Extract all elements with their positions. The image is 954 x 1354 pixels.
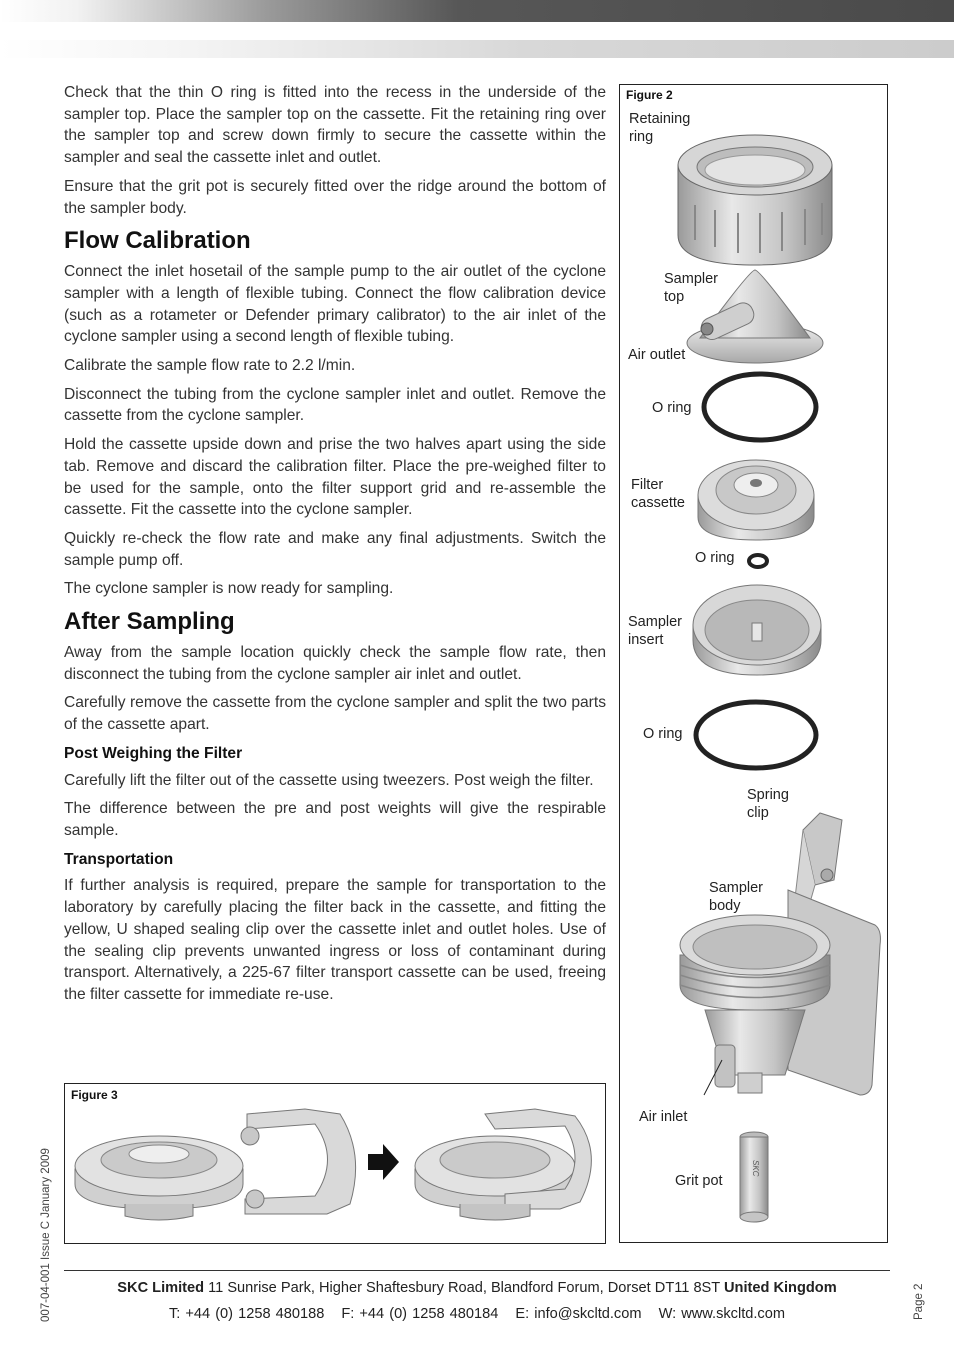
footer-contacts — [64, 1306, 890, 1322]
address-text: 11 Sunrise Park, Higher Shaftesbury Road, Blandford Forum, Dorset DT11 8ST — [204, 1280, 724, 1296]
footer-address — [64, 1280, 890, 1296]
fax-number: F: +44 (0) 1258 480184 — [341, 1306, 499, 1322]
retaining-ring-part — [678, 135, 832, 265]
heading-flow-calibration: Flow Calibration — [64, 227, 251, 255]
sealing-clip-diagram — [65, 1084, 605, 1243]
label-retaining-ring: Retaining ring — [629, 111, 691, 145]
text-column — [64, 82, 606, 1013]
paragraph: Ensure that the grit pot is securely fitted over the ridge around the bottom of the sampler body. — [64, 177, 606, 217]
sampler-body-part — [680, 890, 880, 1095]
subheading-transportation: Transportation — [64, 850, 174, 868]
label-grit-pot: Grit pot — [675, 1173, 723, 1189]
o-ring-1-part — [704, 374, 816, 440]
paragraph: Connect the inlet hosetail of the sample pump to the air outlet of the cyclone sampler with a length of flexible tubing. Connect the flow calibration device (such as a rotameter or Defender primary calibrator) to the air inlet of the cyclone sampler using a second length of flexible tubing. — [64, 263, 606, 346]
sampler-insert-part — [693, 585, 821, 675]
label-spring-clip: Spring clip — [747, 787, 789, 821]
subheading-post-weighing: Post Weighing the Filter — [64, 744, 243, 762]
o-ring-2-part — [749, 555, 767, 567]
figure-2 — [619, 84, 888, 1243]
phone-number: T: +44 (0) 1258 480188 — [168, 1306, 325, 1322]
paragraph: The difference between the pre and post weights will give the respirable sample. — [64, 800, 606, 839]
footer-rule — [64, 1270, 890, 1271]
company-name: SKC Limited — [117, 1280, 205, 1296]
website-url[interactable]: W: www.skcltd.com — [658, 1306, 785, 1322]
paragraph: Carefully lift the filter out of the cassette using tweezers. Post weigh the filter. — [64, 771, 594, 789]
paragraph: Disconnect the tubing from the cyclone sampler inlet and outlet. Remove the cassette from the cyclone sampler. — [64, 385, 606, 425]
header-light-bar — [0, 40, 954, 58]
label-o-ring-3: O ring — [643, 726, 683, 742]
label-o-ring-2: O ring — [695, 550, 735, 566]
filter-cassette-part — [698, 460, 814, 540]
paragraph: Calibrate the sample flow rate to 2.2 l/min. — [64, 357, 356, 375]
paragraph: Check that the thin O ring is fitted into the recess in the underside of the sampler top. Place the sampler top on the cassette. Fit the retaining ring over the sampler top and screw down firmly to secure the cassette within the sampler and seal the cassette inlet and outlet. — [64, 84, 606, 167]
label-o-ring-1: O ring — [652, 400, 692, 416]
cassette-right-with-clip — [415, 1109, 591, 1220]
figure-3 — [64, 1083, 606, 1244]
exploded-diagram — [620, 85, 889, 1244]
email-address[interactable]: E: info@skcltd.com — [515, 1306, 642, 1322]
paragraph: Carefully remove the cassette from the cyclone sampler and split the two parts of the cassette apart. — [64, 694, 606, 734]
paragraph: Away from the sample location quickly check the sample flow rate, then disconnect the tubing from the cyclone sampler air inlet and outlet. — [64, 644, 606, 683]
paragraph: Hold the cassette upside down and prise the two halves apart using the side tab. Remove and discard the calibration filter. Place the pre-weighed filter to be used for the sample, onto the filter support grid and re-assemble the cassette. Fit the cassette into the cyclone sampler. — [64, 436, 606, 519]
grit-pot-print: SKC — [751, 1160, 760, 1177]
u-sealing-clip — [241, 1109, 356, 1214]
arrow-icon — [368, 1144, 399, 1180]
paragraph: If further analysis is required, prepare the sample for transportation to the laboratory by carefully placing the filter back in the cassette, and fitting the yellow, U shaped sealing clip over the cassette inlet and outlet holes. Use of the sealing clip prevents unwanted ingress or loss of contaminant during transport. Alternatively, a 225-67 filter transport cassette can be used, freeing the filter cassette for immediate re-use. — [64, 877, 606, 1003]
header-dark-bar — [0, 0, 954, 22]
figure-3-title: Figure 3 — [71, 1088, 118, 1102]
paragraph: Quickly re-check the flow rate and make any final adjustments. Switch the sample pump off. — [64, 529, 606, 569]
label-air-outlet: Air outlet — [628, 347, 686, 363]
paragraph: The cyclone sampler is now ready for sampling. — [64, 580, 394, 598]
heading-after-sampling: After Sampling — [64, 608, 235, 636]
cassette-left — [75, 1136, 243, 1220]
label-filter-cassette: Filter cassette — [631, 477, 685, 511]
figure-2-title: Figure 2 — [626, 88, 673, 102]
label-sampler-insert: Sampler insert — [628, 614, 682, 648]
label-sampler-body: Sampler body — [709, 880, 763, 914]
country-name: United Kingdom — [724, 1280, 837, 1296]
label-air-inlet: Air inlet — [639, 1109, 688, 1125]
o-ring-3-part — [696, 702, 816, 768]
label-sampler-top: Sampler top — [664, 271, 718, 305]
document-reference: 007-04-001 Issue C January 2009 — [40, 1148, 52, 1322]
page-number: Page 2 — [913, 1283, 925, 1320]
